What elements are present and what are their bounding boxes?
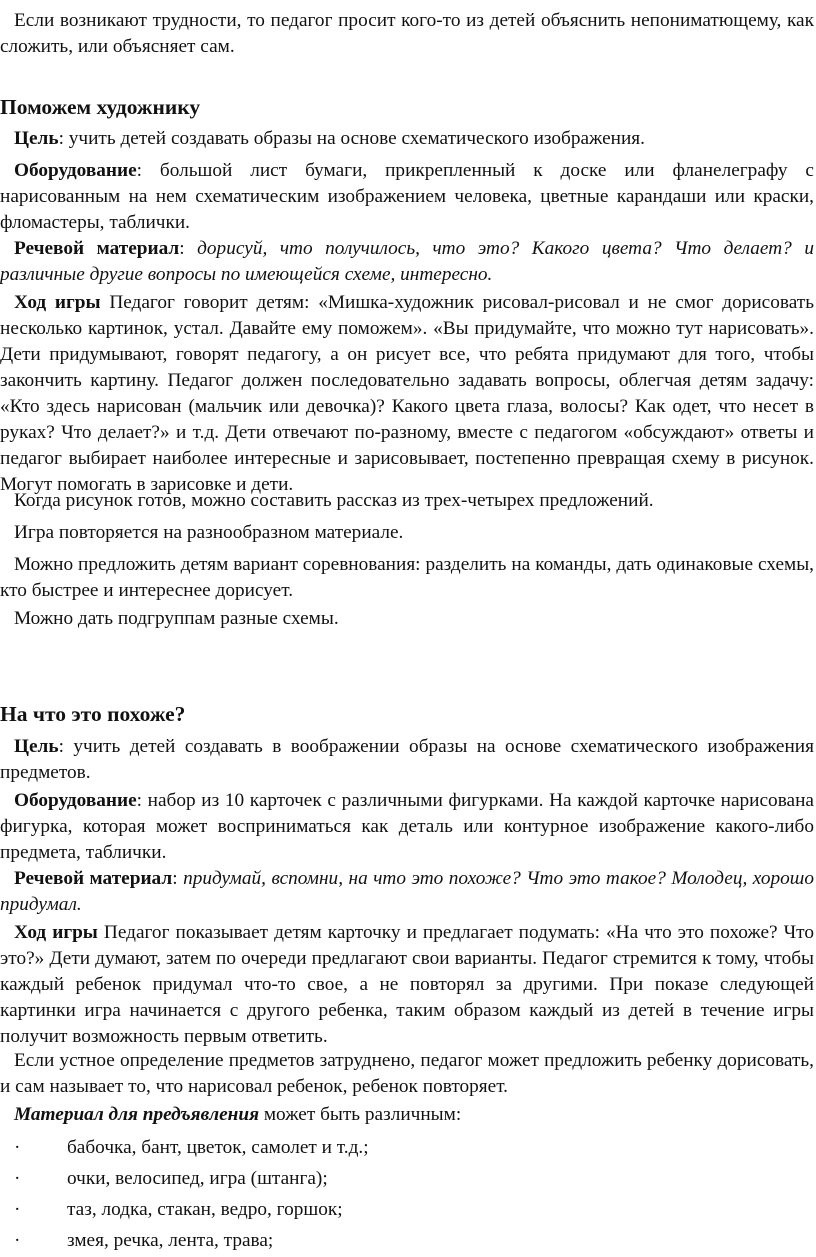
section1-game-label: Ход игры [14,292,101,313]
section2-material [0,1102,814,1128]
section1-speech [0,236,814,288]
section1-para1: Когда рисунок готов, можно составить рассказ из трех-четырех предложений. [14,490,654,511]
section2-game-label: Ход игры [14,922,98,943]
section2-goal-text: : учить детей создавать в воображении образы на основе схематического изображения предметов. [0,736,814,783]
bullet-icon: · [14,1168,21,1189]
section2-speech-sep: : [172,868,184,889]
section2-game-text: Педагог показывает детям карточку и предлагает подумать: «На что это похоже? Что это?» Дети думают, затем по очереди предлагают свои варианты. Педагог стремится к тому, чтобы каждый ребенок придумал что-то свое, а не повторял за другими. При показе следующей картинки игра начинается с другого ребенка, таким образом каждый из детей в течение игры получит возможность первым ответить. [0,922,814,1047]
section2-goal-label: Цель [14,736,59,757]
bullet-icon: · [14,1137,21,1158]
section1-goal [0,126,814,152]
section1-equipment-text: : большой лист бумаги, прикрепленный к доске или фланелеграфу с нарисованным на нем схематическим изображением человека, цветные карандаши или краски, фломастеры, таблички. [0,160,814,233]
list-item-text: бабочка, бант, цветок, самолет и т.д.; [67,1137,369,1158]
section2-equipment-text: : набор из 10 карточек с различными фигурками. На каждой карточке нарисована фигурка, которая может восприниматься как деталь или контурное изображение какого-либо предмета, таблички. [0,790,814,863]
section2-material-text: может быть различным: [259,1104,462,1125]
bullet-icon: · [14,1230,21,1251]
section1-speech-text: дорисуй, что получилось, что это? Какого цвета? Что делает? и различные другие вопросы по имеющейся схеме, интересно. [0,238,814,285]
list-item-text: таз, лодка, стакан, ведро, горшок; [67,1199,343,1220]
section2-para1: Если устное определение предметов затруднено, педагог может предложить ребенку дорисовать, и сам называет то, что нарисовал ребенок, ребенок повторяет. [0,1050,814,1097]
section1-equipment [0,158,814,236]
section2-equipment [0,788,814,866]
section1-para3: Можно предложить детям вариант соревнования: разделить на команды, дать одинаковые схемы, кто быстрее и интереснее дорисует. [0,554,814,601]
intro-paragraph: Если возникают трудности, то педагог просит кого-то из детей объяснить непониматющему, как сложить, или объясняет сам. [0,10,814,57]
section1-para2: Игра повторяется на разнообразном материале. [14,522,404,543]
section2-speech [0,866,814,918]
bullet-icon: · [14,1199,21,1220]
section1-equipment-label: Оборудование [14,160,137,181]
list-item-text: змея, речка, лента, трава; [67,1230,274,1251]
section1-goal-label: Цель [14,128,59,149]
section1-speech-label: Речевой материал [14,238,180,259]
section1-speech-sep: : [179,238,198,259]
section2-title: На что это похоже? [0,702,186,726]
section1-title: Поможем художнику [0,95,201,119]
section2-speech-label: Речевой материал [14,868,173,889]
section1-game [0,290,814,498]
section2-speech-text: придумай, вспомни, на что это похоже? Что это такое? Молодец, хорошо придумал. [0,868,814,915]
section2-goal [0,734,814,786]
section2-game [0,920,814,1050]
section1-goal-text: : учить детей создавать образы на основе схематического изображения. [58,128,645,149]
section2-material-label: Материал для предъявления [14,1104,260,1125]
section1-game-text: Педагог говорит детям: «Мишка-художник рисовал-рисовал и не смог дорисовать несколько картинок, устал. Давайте ему поможем». «Вы придумайте, что можно тут нарисовать». Дети придумывают, говорят педагогу, а он рисует все, что ребята придумают для того, чтобы закончить картину. Педагог должен последовательно задавать вопросы, облегчая детям задачу: «Кто здесь нарисован (мальчик или девочка)? Какого цвета глаза, волосы? Как одет, что несет в руках? Что делает?» и т.д. Дети отвечают по-разному, вместе с педагогом «обсуждают» ответы и педагог выбирает наиболее интересные и зарисовывает, постепенно превращая схему в рисунок. Могут помогать в зарисовке и дети. [0,292,814,495]
section1-para4: Можно дать подгруппам разные схемы. [14,608,339,629]
list-item-text: очки, велосипед, игра (штанга); [67,1168,328,1189]
section2-equipment-label: Оборудование [14,790,137,811]
